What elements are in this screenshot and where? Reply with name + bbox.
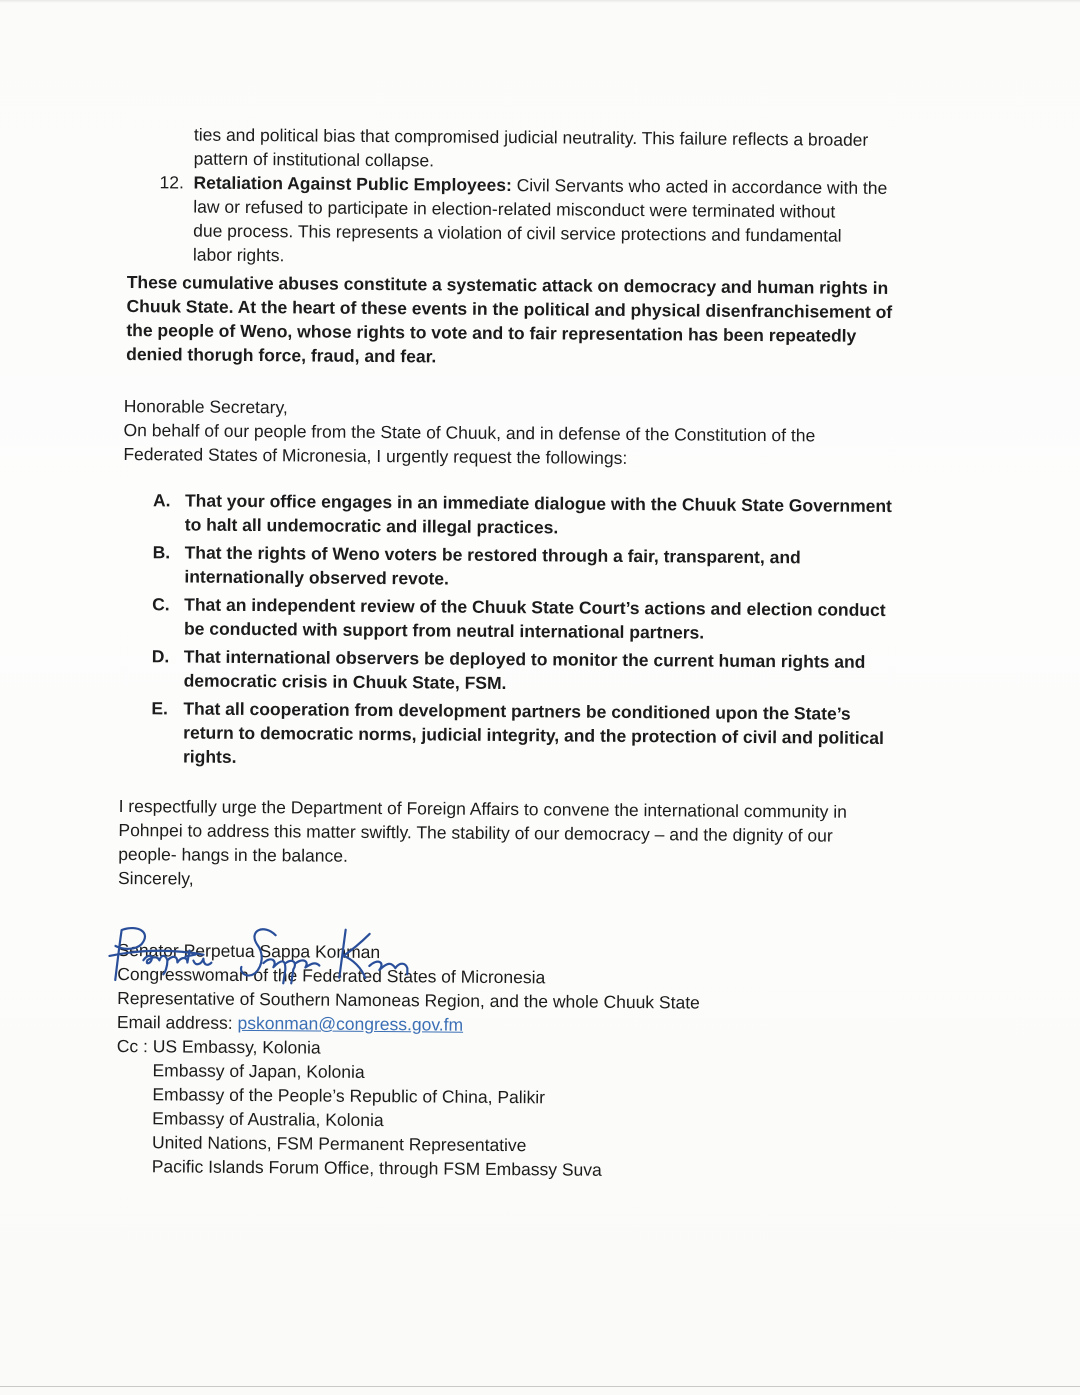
cc-recipient: United Nations, FSM Permanent Representative: [151, 1132, 527, 1156]
letter-body: [116, 122, 954, 1184]
signatory-name: Senator Perpetua Sappa Konman: [117, 939, 381, 963]
request-item-c: [152, 592, 950, 646]
request-letter: D.: [151, 646, 170, 667]
request-letter: E.: [151, 698, 169, 719]
request-item-a: [152, 488, 951, 542]
closing-line: Pohnpei to address this matter swiftly. The stability of our democracy – and the dignity of our: [118, 819, 833, 846]
summary-line: the people of Weno, whose rights to vote and to fair representation has been repeatedly: [126, 320, 857, 346]
item-text: labor rights.: [192, 244, 285, 266]
item-text: law or refused to participate in election-related misconduct were terminated without: [193, 196, 836, 222]
request-letter: A.: [152, 490, 171, 511]
request-item-b: [152, 540, 950, 594]
numbered-item-12: [159, 171, 954, 273]
item-number: 12.: [159, 172, 184, 193]
item-text: due process. This represents a violation of civil service protections and fundamental: [193, 220, 842, 246]
cc-list: [152, 1058, 947, 1184]
request-text: be conducted with support from neutral international partners.: [183, 618, 705, 643]
signoff: Sincerely,: [117, 867, 194, 889]
request-item-e: [151, 696, 950, 774]
cc-recipient: US Embassy, Kolonia: [152, 1036, 321, 1058]
cc-label: Cc :: [116, 1035, 148, 1057]
continued-line: ties and political bias that compromised judicial neutrality. This failure reflects a broader: [193, 124, 869, 150]
cc-recipient: Embassy of Australia, Kolonia: [152, 1108, 384, 1131]
signatory-title: Congresswoman of the Federated States of Micronesia: [117, 963, 546, 988]
summary-line: Chuuk State. At the heart of these events in the political and physical disenfranchisement of: [126, 296, 893, 323]
cc-recipient: Pacific Islands Forum Office, through FSM Embassy Suva: [151, 1156, 602, 1180]
signatory-title: Representative of Southern Namoneas Region, and the whole Chuuk State: [117, 987, 700, 1013]
request-text: to halt all undemocratic and illegal practices.: [184, 514, 559, 538]
request-text: That an independent review of the Chuuk State Court’s actions and election conduct: [184, 594, 886, 620]
request-text: That all cooperation from development partners be conditioned upon the State’s: [183, 698, 851, 724]
signature-block: [116, 938, 948, 1185]
request-text: That the rights of Weno voters be restored through a fair, transparent, and: [184, 542, 801, 568]
request-letter: C.: [152, 594, 170, 615]
handwritten-signature: [107, 920, 418, 994]
summary-line: These cumulative abuses constitute a systematic attack on democracy and human rights in: [126, 272, 889, 299]
continued-item-text: [194, 123, 954, 177]
email-label: Email address:: [116, 1011, 238, 1033]
closing-line: people- hangs in the balance.: [118, 843, 348, 866]
request-letter: B.: [152, 542, 171, 563]
salutation: Honorable Secretary,: [123, 396, 288, 418]
summary-paragraph: [126, 270, 953, 372]
intro-paragraph: [123, 418, 951, 473]
request-text: rights.: [182, 746, 237, 767]
summary-line: denied thorugh force, fraud, and fear.: [126, 344, 437, 367]
request-text: That your office engages in an immediate dialogue with the Chuuk State Government: [184, 490, 893, 517]
request-list: [119, 488, 951, 775]
item-heading: Retaliation Against Public Employees:: [193, 172, 512, 196]
cc-recipient: Embassy of Japan, Kolonia: [152, 1060, 365, 1082]
scan-top-edge: [0, 0, 1080, 3]
item-text: Civil Servants who acted in accordance with the: [511, 175, 888, 198]
request-text: That international observers be deployed to monitor the current human rights and: [183, 646, 866, 672]
scan-bottom-edge: [0, 1386, 1080, 1387]
intro-line: Federated States of Micronesia, I urgently request the followings:: [123, 444, 628, 468]
email-link[interactable]: pskonman@congress.gov.fm: [237, 1012, 464, 1035]
continued-line: pattern of institutional collapse.: [193, 148, 435, 171]
request-item-d: [151, 644, 950, 698]
request-text: return to democratic norms, judicial integrity, and the protection of civil and political: [183, 722, 885, 748]
intro-line: On behalf of our people from the State of Chuuk, and in defense of the Constitution of the: [123, 420, 816, 446]
closing-line: I respectfully urge the Department of Foreign Affairs to convene the international community in: [118, 795, 847, 822]
cc-recipient: Embassy of the People’s Republic of China, Palikir: [152, 1084, 546, 1108]
request-text: internationally observed revote.: [184, 566, 450, 589]
request-text: democratic crisis in Chuuk State, FSM.: [183, 670, 507, 694]
closing-paragraph: [118, 794, 949, 897]
